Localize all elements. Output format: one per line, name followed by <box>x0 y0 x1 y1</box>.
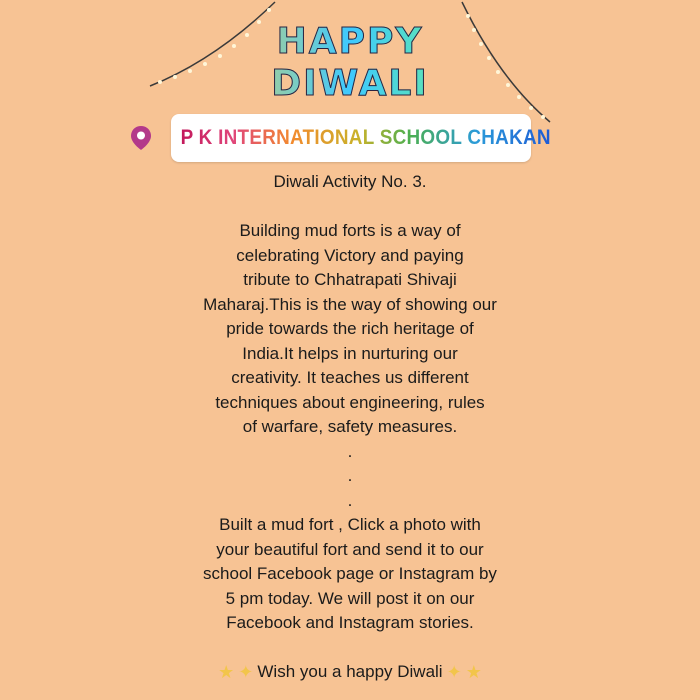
post-body <box>150 170 550 686</box>
location-pin-icon <box>130 125 152 151</box>
dot-separator: . <box>347 466 353 485</box>
title-happy: HAPPY <box>0 22 700 62</box>
dot-separator: . <box>347 490 353 510</box>
sparkles-icon: ✦ <box>238 662 254 682</box>
paragraph-line: pride towards the rich heritage of <box>226 319 474 338</box>
paragraph-line: Maharaj.This is the way of showing our <box>203 294 497 314</box>
sparkles-icon: ✦ <box>446 662 462 682</box>
location-label: P K INTERNATIONAL SCHOOL CHAKAN <box>180 126 552 149</box>
paragraph-line: 5 pm today. We will post it on our <box>225 588 475 608</box>
paragraph-line: India.It helps in nurturing our <box>242 343 458 363</box>
paragraph-line: Built a mud fort , Click a photo with <box>219 515 481 534</box>
star-icon: ★ <box>218 662 235 682</box>
closing-text: Wish you a happy Diwali <box>257 662 443 681</box>
activity-heading: Diwali Activity No. 3. <box>273 172 427 191</box>
paragraph-line: creativity. It teaches us different <box>231 368 469 387</box>
dot-separator: . <box>347 441 353 461</box>
paragraph-line: tribute to Chhatrapati Shivaji <box>243 270 457 289</box>
spacer <box>150 636 550 661</box>
paragraph-line: of warfare, safety measures. <box>242 417 458 436</box>
paragraph-line: Building mud forts is a way of <box>239 221 461 240</box>
paragraph-line: school Facebook page or Instagram by <box>203 564 497 583</box>
paragraph-line: Facebook and Instagram stories. <box>226 613 474 632</box>
title-diwali: DIWALI <box>0 64 700 104</box>
location-sticker[interactable] <box>171 114 552 162</box>
closing-line <box>150 660 550 686</box>
spacer <box>150 195 550 220</box>
paragraph-line: techniques about engineering, rules <box>215 392 485 412</box>
paragraph-line: your beautiful fort and send it to our <box>216 539 484 559</box>
paragraph-line: celebrating Victory and paying <box>236 245 464 265</box>
star-icon: ★ <box>465 662 482 682</box>
